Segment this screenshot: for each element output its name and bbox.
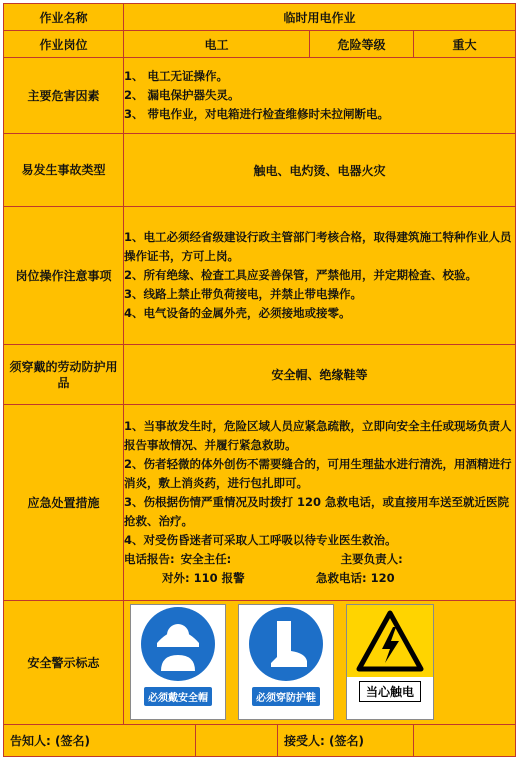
protective-boot-caption: 必须穿防护鞋 xyxy=(252,687,320,706)
hard-hat-icon xyxy=(139,605,217,683)
electric-shock-caption: 当心触电 xyxy=(359,681,421,702)
phone-numbers-line xyxy=(124,569,515,588)
hazard-item: 3、 带电作业，对电箱进行检查维修时未拉闸断电。 xyxy=(124,107,390,121)
electric-shock-warning-icon xyxy=(355,609,425,673)
safety-notice-card xyxy=(3,3,516,757)
hazard-item: 1、 电工无证操作。 xyxy=(124,69,229,83)
safety-officer-label: 安全主任: xyxy=(180,552,232,566)
electric-shock-sign xyxy=(346,604,434,720)
precaution-item: 2、所有绝缘、检查工具应妥善保管，严禁他用，并定期检查、校验。 xyxy=(124,268,477,282)
emergency-item: 4、对受伤昏迷者可采取人工呼吸以待专业医生救治。 xyxy=(124,533,397,547)
risk-level-label: 危险等级 xyxy=(310,31,414,58)
receiver-signature-field[interactable]: 接受人: (签名) xyxy=(278,725,414,757)
hard-hat-sign xyxy=(130,604,226,720)
protective-boot-icon xyxy=(247,605,325,683)
ppe-value: 安全帽、绝缘鞋等 xyxy=(124,345,516,405)
notifier-signature-field[interactable]: 告知人: (签名) xyxy=(4,725,196,757)
risk-level-value: 重大 xyxy=(414,31,516,58)
hazard-item: 2、 漏电保护器失灵。 xyxy=(124,88,240,102)
signs-label: 安全警示标志 xyxy=(4,601,124,725)
contact-line xyxy=(124,550,515,569)
emergency-item: 2、伤者轻微的体外创伤不需要缝合的，可用生理盐水进行清洗，用酒精进行消炎，敷上消炎药，进行包扎即可。 xyxy=(124,457,512,490)
precaution-item: 3、线路上禁止带负荷接电，并禁止带电操作。 xyxy=(124,287,362,301)
post-value: 电工 xyxy=(124,31,310,58)
accident-types-label: 易发生事故类型 xyxy=(4,134,124,207)
emergency-item: 1、当事故发生时，危险区域人员应紧急疏散，立即向安全主任或现场负责人报告事故情况、并履行紧急救助。 xyxy=(124,419,512,452)
notifier-signature-blank xyxy=(196,725,278,757)
protective-boot-sign xyxy=(238,604,334,720)
job-name-value: 临时用电作业 xyxy=(124,4,516,31)
emergency-list xyxy=(124,405,516,601)
signs-cell xyxy=(124,601,516,725)
ppe-label: 须穿戴的劳动防护用品 xyxy=(4,345,124,405)
hazards-label: 主要危害因素 xyxy=(4,58,124,134)
precautions-list xyxy=(124,207,516,345)
post-label: 作业岗位 xyxy=(4,31,124,58)
precautions-label: 岗位操作注意事项 xyxy=(4,207,124,345)
external-alarm-label: 对外: 110 报警 xyxy=(162,571,245,585)
job-name-label: 作业名称 xyxy=(4,4,124,31)
emergency-item: 3、伤根据伤情严重情况及时拨打 120 急救电话，或直接用车送至就近医院抢救、治疗。 xyxy=(124,495,510,528)
first-aid-label: 急救电话: 120 xyxy=(316,571,395,585)
hard-hat-caption: 必须戴安全帽 xyxy=(144,687,212,706)
main-leader-label: 主要负责人: xyxy=(340,552,403,566)
precaution-item: 1、电工必须经省级建设行政主管部门考核合格，取得建筑施工特种作业人员操作证书，方可上岗。 xyxy=(124,230,512,263)
hazards-list xyxy=(124,58,516,134)
accident-types-value: 触电、电灼烫、电器火灾 xyxy=(124,134,516,207)
emergency-label: 应急处置措施 xyxy=(4,405,124,601)
phone-report-label: 电话报告: xyxy=(124,552,175,566)
precaution-item: 4、电气设备的金属外壳，必须接地或接零。 xyxy=(124,306,351,320)
receiver-signature-blank xyxy=(414,725,516,757)
